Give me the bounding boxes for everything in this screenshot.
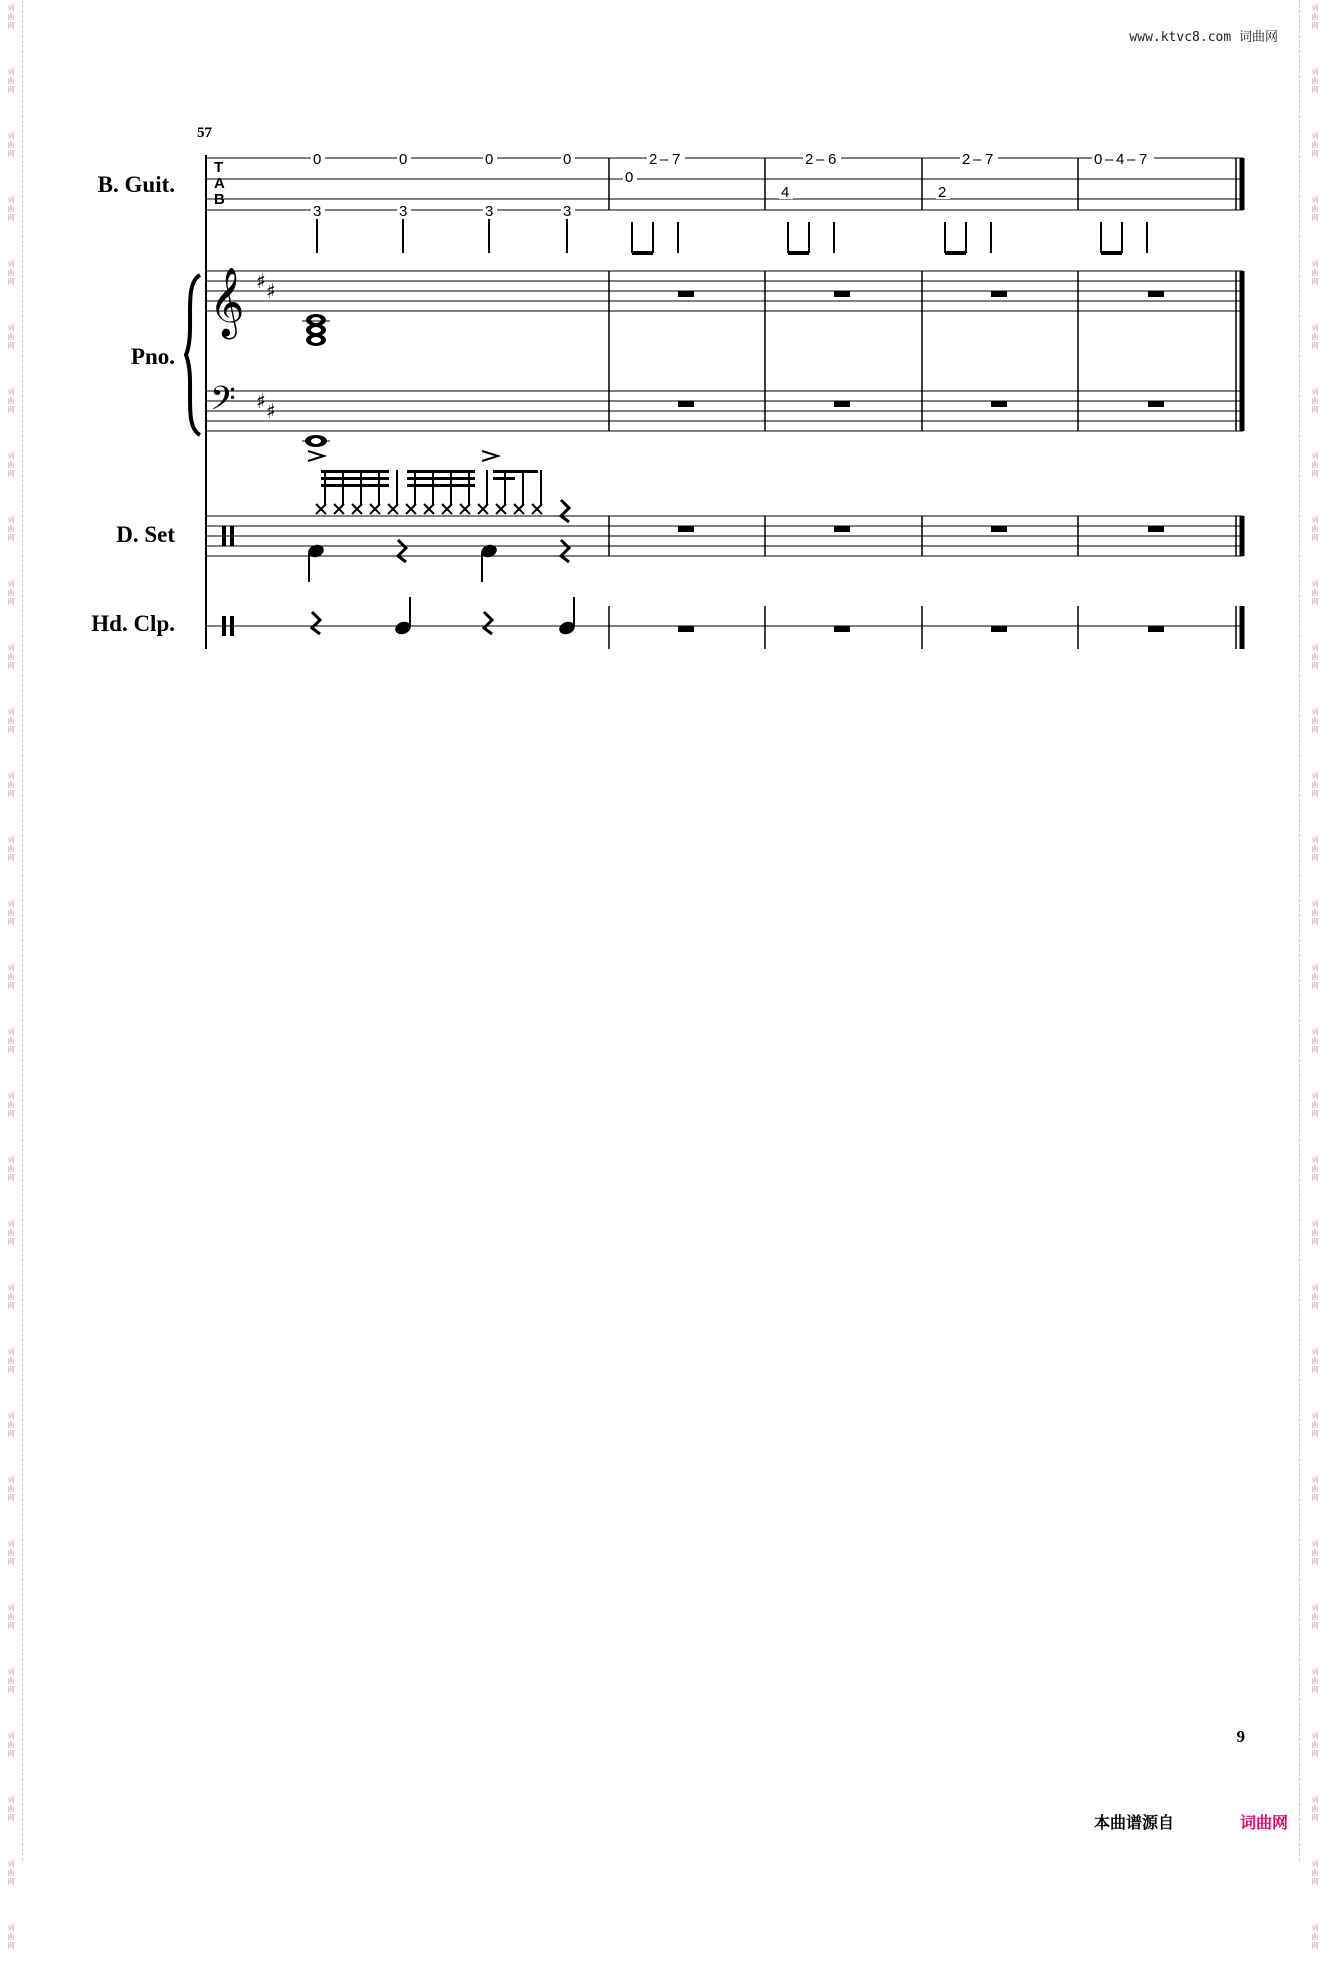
piano-grand-staff	[186, 267, 1243, 447]
watermark-text: 词 曲 网	[1311, 324, 1319, 350]
watermark-text: 词 曲 网	[7, 1732, 15, 1758]
hihat-x-note	[388, 504, 398, 514]
tab-number: 7	[1139, 151, 1148, 168]
page-number: 9	[1236, 1727, 1245, 1746]
watermark-text: 词 曲 网	[1311, 1156, 1319, 1182]
watermark-text: 词 曲 网	[1311, 452, 1319, 478]
hihat-x-note	[532, 504, 542, 514]
watermark-text: 词 曲 网	[7, 452, 15, 478]
watermark-text: 词 曲 网	[7, 68, 15, 94]
watermark-text: 词 曲 网	[1311, 1348, 1319, 1374]
watermark-text: 词 曲 网	[7, 1604, 15, 1630]
watermark-text: 词 曲 网	[1311, 836, 1319, 862]
svg-text:–: –	[1105, 151, 1114, 168]
watermark-text: 词 曲 网	[7, 580, 15, 606]
drum-set-staff	[206, 451, 1243, 582]
tab-number: 7	[672, 151, 681, 168]
watermark-text: 词 曲 网	[7, 1860, 15, 1886]
tab-number: 2	[649, 151, 658, 168]
clap-whole-rests	[678, 626, 1164, 632]
measure-number: 57	[197, 125, 212, 141]
watermark-text: 词 曲 网	[7, 1412, 15, 1438]
tab-number: 0	[485, 151, 494, 168]
hihat-x-note	[316, 504, 326, 514]
tab-number: 4	[1116, 151, 1125, 168]
svg-text:–: –	[660, 151, 669, 168]
tab-number: 0	[1094, 151, 1103, 168]
watermark-text: 词 曲 网	[7, 1924, 15, 1950]
tab-measure-2	[623, 150, 685, 253]
instrument-label-hand-clap: Hd. Clp.	[91, 611, 175, 636]
watermark-text: 词 曲 网	[1311, 1476, 1319, 1502]
watermark-text: 词 曲 网	[7, 1028, 15, 1054]
instrument-label-bass-guitar: B. Guit.	[97, 172, 175, 197]
watermark-text: 词 曲 网	[7, 1348, 15, 1374]
bass-clef-icon: 𝄢	[210, 380, 236, 426]
watermark-text: 词 曲 网	[1311, 1540, 1319, 1566]
tab-measure-4	[936, 150, 998, 253]
hihat-notes	[316, 470, 542, 514]
hihat-x-note	[496, 504, 506, 514]
snare-notes	[306, 543, 498, 582]
watermark-text: 词 曲 网	[7, 132, 15, 158]
hihat-x-note	[424, 504, 434, 514]
tab-number: 3	[399, 203, 408, 220]
accent-icon	[308, 451, 324, 461]
treble-clef-icon: 𝄞	[209, 267, 245, 337]
watermark-text: 词 曲 网	[7, 1796, 15, 1822]
drum-whole-rests	[678, 526, 1164, 532]
bass-whole-note	[302, 435, 330, 447]
watermark-text: 词 曲 网	[1311, 708, 1319, 734]
watermark-text: 词 曲 网	[1311, 1028, 1319, 1054]
hihat-x-note	[478, 504, 488, 514]
watermark-text: 词 曲 网	[7, 1476, 15, 1502]
instrument-label-drum-set: D. Set	[116, 522, 175, 547]
watermark-text: 词 曲 网	[1311, 1924, 1319, 1950]
watermark-text: 词 曲 网	[1311, 644, 1319, 670]
watermark-text: 词 曲 网	[7, 836, 15, 862]
watermark-text: 词 曲 网	[1311, 1220, 1319, 1246]
watermark-text: 词 曲 网	[7, 1668, 15, 1694]
watermark-text: 词 曲 网	[1311, 516, 1319, 542]
watermark-text: 词 曲 网	[7, 772, 15, 798]
watermark-text: 词 曲 网	[1311, 580, 1319, 606]
instrument-label-piano: Pno.	[130, 344, 175, 369]
tab-number: 2	[938, 184, 947, 201]
watermark-text: 词 曲 网	[7, 196, 15, 222]
tab-number: 4	[781, 184, 790, 201]
hihat-x-note	[442, 504, 452, 514]
watermark-text: 词 曲 网	[1311, 1412, 1319, 1438]
tab-number: 0	[563, 151, 572, 168]
watermark-text: 词 曲 网	[1311, 68, 1319, 94]
watermark-text: 词 曲 网	[1311, 772, 1319, 798]
svg-text:–: –	[1127, 151, 1136, 168]
tab-letter-b: B	[214, 191, 225, 208]
tab-measure-5	[1092, 150, 1154, 253]
watermark-text: 词 曲 网	[1311, 1284, 1319, 1310]
tab-letter-a: A	[214, 175, 225, 192]
tab-number: 7	[985, 151, 994, 168]
sharp-icon: ♯	[256, 269, 266, 293]
watermark-text: 词 曲 网	[7, 964, 15, 990]
watermark-text: 词 曲 网	[7, 1156, 15, 1182]
svg-text:–: –	[816, 151, 825, 168]
watermark-text: 词 曲 网	[1311, 1668, 1319, 1694]
tab-number: 0	[399, 151, 408, 168]
piano-rests	[678, 291, 1164, 407]
watermark-text: 词 曲 网	[1311, 964, 1319, 990]
svg-text:–: –	[973, 151, 982, 168]
percussion-clef-icon	[222, 526, 226, 546]
sharp-icon: ♯	[256, 389, 266, 413]
site-url: www.ktvc8.com 词曲网	[1129, 30, 1278, 45]
hand-clap-staff	[206, 597, 1243, 649]
watermark-text: 词 曲 网	[7, 900, 15, 926]
hihat-x-note	[406, 504, 416, 514]
tab-number: 3	[313, 203, 322, 220]
accent-icon	[482, 451, 498, 461]
watermark-text: 词 曲 网	[1311, 1732, 1319, 1758]
hihat-x-note	[460, 504, 470, 514]
hihat-x-note	[370, 504, 380, 514]
watermark-text: 词 曲 网	[7, 1284, 15, 1310]
tab-number: 0	[313, 151, 322, 168]
watermark-text: 词 曲 网	[1311, 1604, 1319, 1630]
watermark-text: 词 曲 网	[1311, 132, 1319, 158]
tab-number: 3	[563, 203, 572, 220]
watermark-text: 词 曲 网	[1311, 1860, 1319, 1886]
hihat-x-note	[514, 504, 524, 514]
watermark-text: 词 曲 网	[7, 708, 15, 734]
tab-number: 0	[625, 169, 634, 186]
tab-number: 2	[805, 151, 814, 168]
watermark-text: 词 曲 网	[1311, 388, 1319, 414]
tab-letter-t: T	[214, 159, 224, 176]
watermark-text: 词 曲 网	[1311, 196, 1319, 222]
tab-number: 3	[485, 203, 494, 220]
tab-measure-3	[779, 150, 841, 253]
watermark-text: 词 曲 网	[7, 516, 15, 542]
watermark-text: 词 曲 网	[1311, 1796, 1319, 1822]
treble-chord	[302, 314, 330, 346]
hihat-x-note	[352, 504, 362, 514]
watermark-text: 词 曲 网	[7, 1092, 15, 1118]
tab-measure-1	[311, 150, 575, 253]
watermark-text: 词 曲 网	[1311, 1092, 1319, 1118]
watermark-text: 词 曲 网	[7, 324, 15, 350]
watermark-text: 词 曲 网	[1311, 4, 1319, 30]
tab-number: 2	[962, 151, 971, 168]
watermark-text: 词 曲 网	[1311, 900, 1319, 926]
footer-source-text: 本曲谱源自	[1094, 1813, 1175, 1832]
sharp-icon: ♯	[266, 399, 276, 423]
watermark-text: 词 曲 网	[7, 644, 15, 670]
watermark-text: 词 曲 网	[7, 388, 15, 414]
tab-number: 6	[828, 151, 837, 168]
sharp-icon: ♯	[266, 279, 276, 303]
percussion-clef-icon	[222, 616, 226, 636]
watermark-text: 词 曲 网	[7, 1220, 15, 1246]
footer-brand-link[interactable]: 词曲网	[1240, 1813, 1289, 1832]
watermark-text: 词 曲 网	[7, 4, 15, 30]
hihat-x-note	[334, 504, 344, 514]
watermark-text: 词 曲 网	[7, 1540, 15, 1566]
bass-tab-staff	[206, 150, 1243, 253]
watermark-text: 词 曲 网	[1311, 260, 1319, 286]
brace-icon	[186, 275, 200, 435]
watermark-text: 词 曲 网	[7, 260, 15, 286]
